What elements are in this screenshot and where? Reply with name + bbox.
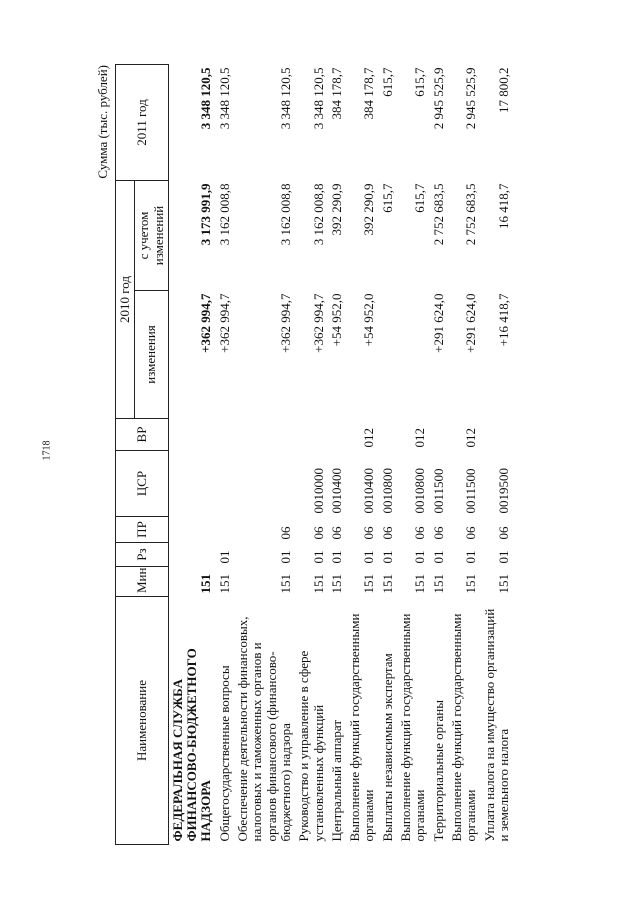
budget-table	[115, 64, 513, 845]
cell-vr	[328, 419, 346, 451]
cell-2011: 2 945 525,9	[463, 67, 479, 130]
cell-2011: 3 348 120,5	[198, 67, 214, 130]
cell-pr	[216, 517, 234, 543]
cell-csr: 0010800	[379, 468, 395, 514]
cell-name: Выполнение функций государственными органами	[347, 613, 377, 842]
cell-changes: +291 624,0	[430, 293, 446, 353]
cell-with-changes: 392 290,9	[361, 183, 377, 236]
cell-with-changes: 3 162 008,8	[216, 183, 232, 246]
header-rz: Рз	[116, 543, 169, 567]
cell-vr: 012	[463, 428, 479, 448]
cell-2011: 3 348 120,5	[216, 67, 232, 130]
cell-pr: 06	[430, 526, 446, 540]
cell-min: 151	[328, 574, 344, 594]
cell-pr: 06	[495, 526, 511, 540]
cell-rz: 01	[277, 550, 293, 564]
cell-csr: 0011500	[463, 468, 479, 514]
header-name: Наименование	[116, 597, 169, 845]
cell-2011: 17 800,2	[495, 67, 511, 113]
table-row	[397, 65, 430, 845]
table-row	[481, 65, 514, 845]
cell-pr: 06	[412, 526, 428, 540]
cell-rz: 01	[216, 550, 232, 564]
cell-changes: +362 994,7	[277, 293, 293, 353]
cell-rz: 01	[463, 550, 479, 564]
cell-vr	[481, 419, 514, 451]
cell-with-changes: 392 290,9	[328, 183, 344, 236]
rotated-table-area	[95, 65, 565, 845]
cell-csr	[216, 451, 234, 517]
cell-2011: 3 348 120,5	[277, 67, 293, 130]
cell-with-changes: 615,7	[379, 183, 395, 213]
cell-name: Выплаты независимым экспертам	[379, 653, 395, 842]
cell-name: Территориальные органы	[430, 700, 446, 842]
table-row	[216, 65, 234, 845]
cell-csr: 0019500	[495, 468, 511, 514]
header-min: Мин	[116, 567, 169, 597]
page-number-text: 1718	[41, 440, 53, 460]
cell-vr	[234, 419, 295, 451]
cell-changes: +362 994,7	[310, 293, 326, 353]
cell-min: 151	[379, 574, 395, 594]
cell-vr: 012	[412, 428, 428, 448]
cell-min: 151	[310, 574, 326, 594]
cell-min: 151	[412, 574, 428, 594]
cell-min: 151	[361, 574, 377, 594]
units-label: Сумма (тыс. рублей)	[95, 65, 110, 179]
cell-with-changes: 3 173 991,9	[198, 183, 214, 246]
cell-2011: 384 178,7	[328, 67, 344, 120]
cell-with-changes: 2 752 683,5	[463, 183, 479, 246]
cell-pr: 06	[328, 526, 344, 540]
header-vr: ВР	[116, 419, 169, 451]
cell-vr	[379, 419, 397, 451]
cell-min: 151	[198, 574, 214, 594]
cell-min: 151	[430, 574, 446, 594]
cell-csr: 0010800	[412, 468, 428, 514]
cell-name: ФЕДЕРАЛЬНАЯ СЛУЖБА ФИНАНСОВО-БЮДЖЕТНОГО НАДЗОРА	[169, 648, 214, 842]
cell-name: Руководство и управление в сфере установленных функций	[296, 650, 326, 842]
cell-name: Выполнение функций государственными органами	[398, 613, 428, 842]
cell-rz: 01	[495, 550, 511, 564]
header-2011: 2011 год	[116, 65, 169, 181]
cell-min: 151	[495, 574, 511, 594]
table-row	[328, 65, 346, 845]
cell-min: 151	[216, 574, 232, 594]
cell-vr	[168, 419, 215, 451]
cell-2011: 615,7	[412, 67, 428, 97]
cell-pr: 06	[361, 526, 377, 540]
cell-changes: +291 624,0	[463, 293, 479, 353]
header-csr: ЦСР	[116, 451, 169, 517]
cell-with-changes: 3 162 008,8	[277, 183, 293, 246]
cell-csr: 0010400	[361, 468, 377, 514]
cell-changes	[397, 291, 430, 419]
table-body	[168, 65, 513, 845]
cell-vr	[430, 419, 448, 451]
header-pr: ПР	[116, 517, 169, 543]
header-2010: 2010 год	[116, 181, 135, 419]
cell-rz: 01	[379, 550, 395, 564]
table-row	[234, 65, 295, 845]
cell-rz: 01	[361, 550, 377, 564]
page-number	[40, 436, 54, 464]
cell-pr: 06	[277, 526, 293, 540]
cell-2011: 2 945 525,9	[430, 67, 446, 130]
cell-pr	[168, 517, 215, 543]
cell-csr: 0010000	[310, 468, 326, 514]
cell-name: Обеспечение деятельности финансовых, налоговых и таможенных органов и органов финансового (финансово-бюджетного) надзора	[235, 616, 293, 842]
cell-csr	[234, 451, 295, 517]
cell-with-changes: 3 162 008,8	[310, 183, 326, 246]
table-row	[379, 65, 397, 845]
cell-vr: 012	[361, 428, 377, 448]
cell-csr	[168, 451, 215, 517]
cell-vr	[216, 419, 234, 451]
cell-pr: 06	[310, 526, 326, 540]
cell-with-changes: 2 752 683,5	[430, 183, 446, 246]
table-row	[448, 65, 481, 845]
cell-changes	[379, 291, 397, 419]
header-changes: изменения	[135, 291, 169, 419]
cell-pr: 06	[379, 526, 395, 540]
cell-changes: +362 994,7	[198, 293, 214, 353]
cell-changes: +54 952,0	[328, 293, 344, 347]
cell-csr: 0011500	[430, 468, 446, 514]
cell-2011: 384 178,7	[361, 67, 377, 120]
cell-with-changes: 615,7	[412, 183, 428, 213]
table-row	[430, 65, 448, 845]
cell-changes: +362 994,7	[216, 293, 232, 353]
cell-rz: 01	[412, 550, 428, 564]
cell-pr: 06	[463, 526, 479, 540]
cell-name: Уплата налога на имущество организаций и земельного налога	[481, 608, 511, 842]
cell-min: 151	[277, 574, 293, 594]
cell-name: Центральный аппарат	[328, 719, 344, 842]
cell-changes: +54 952,0	[361, 293, 377, 347]
cell-2011: 615,7	[379, 67, 395, 97]
cell-2011: 3 348 120,5	[310, 67, 326, 130]
table-row	[168, 65, 215, 845]
cell-rz	[168, 543, 215, 567]
header-with-changes: с учетом изменений	[135, 181, 169, 291]
cell-min: 151	[463, 574, 479, 594]
cell-with-changes: 16 418,7	[495, 183, 511, 229]
cell-name: Общегосударственные вопросы	[216, 665, 232, 842]
cell-changes: +16 418,7	[495, 293, 511, 347]
table-row	[295, 65, 328, 845]
cell-csr: 0010400	[328, 468, 344, 514]
header-row-1	[116, 65, 135, 845]
cell-vr	[295, 419, 328, 451]
table-row	[346, 65, 379, 845]
cell-rz: 01	[328, 550, 344, 564]
cell-rz: 01	[430, 550, 446, 564]
cell-rz: 01	[310, 550, 326, 564]
cell-name: Выполнение функций государственными органами	[448, 613, 479, 842]
